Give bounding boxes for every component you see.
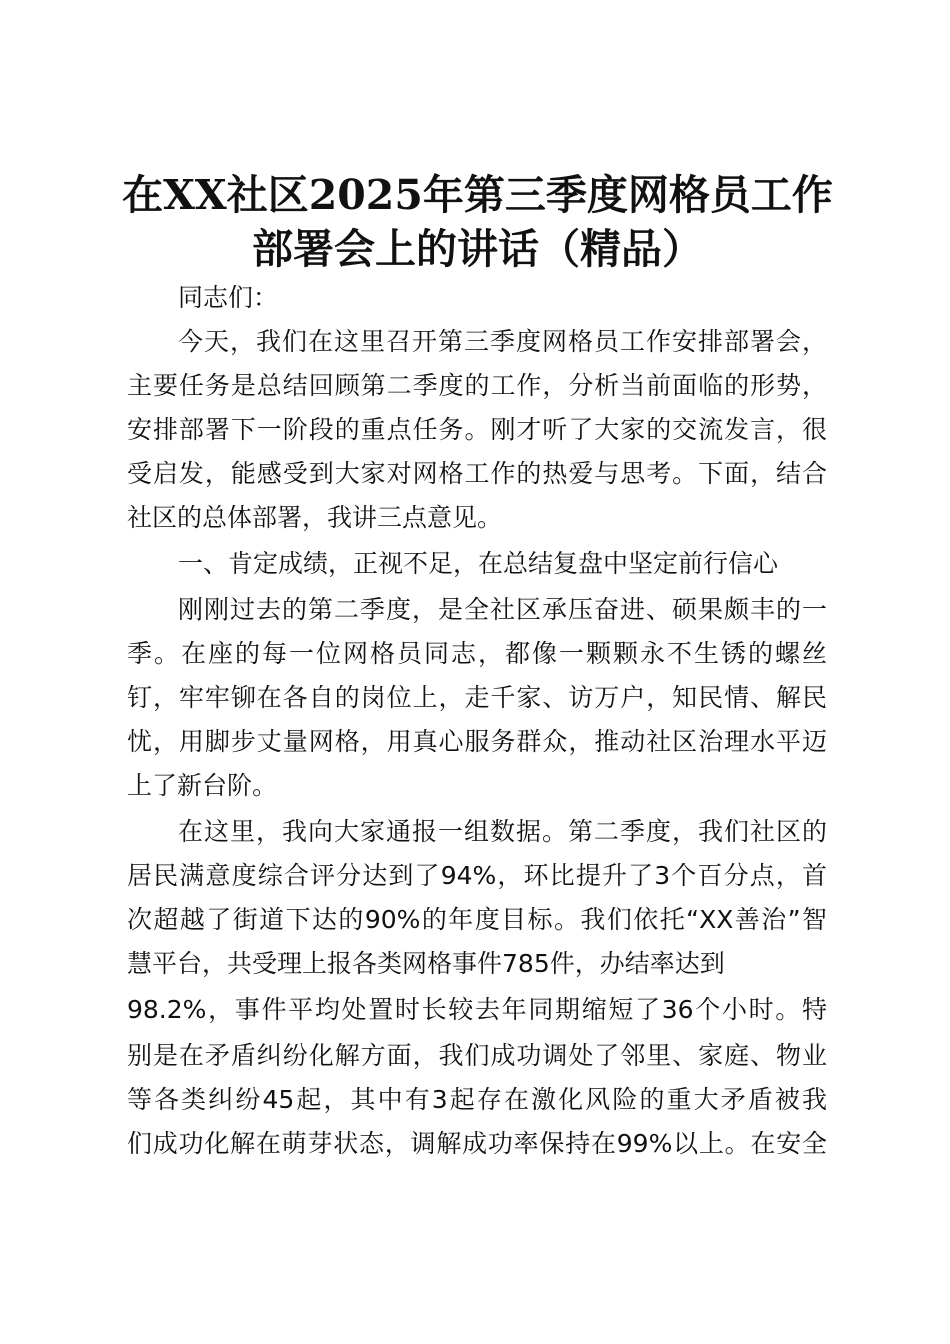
paragraph-3-line-1: 在这里，我向大家通报一组数据。第二季度，我们社区的 (178, 817, 827, 846)
paragraph-1-line-2: 主要任务是总结回顾第二季度的工作，分析当前面临的形势， (127, 371, 827, 400)
paragraph-1-line-3: 安排部署下一阶段的重点任务。刚才听了大家的交流发言，很 (127, 415, 827, 444)
paragraph-2-line-2: 季。在座的每一位网格员同志，都像一颗颗永不生锈的螺丝 (127, 639, 827, 668)
paragraph-2-line-3: 钉，牢牢铆在各自的岗位上，走千家、访万户，知民情、解民 (127, 683, 827, 712)
paragraph-3-line-7: 等各类纠纷45起，其中有3起存在激化风险的重大矛盾被我 (127, 1085, 827, 1114)
paragraph-3-line-2: 居民满意度综合评分达到了94%，环比提升了3个百分点，首 (127, 861, 827, 890)
paragraph-3-line-3: 次超越了街道下达的90%的年度目标。我们依托“XX善治”智 (127, 905, 827, 934)
paragraph-1-line-1: 今天，我们在这里召开第三季度网格员工作安排部署会， (178, 327, 827, 356)
paragraph-3-line-6: 别是在矛盾纠纷化解方面，我们成功调处了邻里、家庭、物业 (127, 1041, 827, 1070)
salutation: 同志们： (178, 283, 279, 312)
section-1-heading: 一、肯定成绩，正视不足，在总结复盘中坚定前行信心 (178, 549, 779, 578)
paragraph-2-line-5: 上了新台阶。 (127, 771, 278, 800)
paragraph-3-line-8: 们成功化解在萌芽状态，调解成功率保持在99%以上。在安全 (127, 1129, 827, 1158)
paragraph-2-line-1: 刚刚过去的第二季度，是全社区承压奋进、硕果颇丰的一 (178, 595, 827, 624)
document-title-line-2: 部署会上的讲话（精品） (252, 225, 703, 273)
document-title-line-1: 在XX社区2025年第三季度网格员工作 (122, 171, 833, 219)
paragraph-1-line-4: 受启发，能感受到大家对网格工作的热爱与思考。下面，结合 (127, 459, 827, 488)
paragraph-3-line-4: 慧平台，共受理上报各类网格事件785件，办结率达到 (127, 949, 725, 978)
paragraph-1-line-5: 社区的总体部署，我讲三点意见。 (127, 503, 503, 532)
paragraph-2-line-4: 忧，用脚步丈量网格，用真心服务群众，推动社区治理水平迈 (127, 727, 827, 756)
paragraph-3-line-5: 98.2%，事件平均处置时长较去年同期缩短了36个小时。特 (127, 995, 827, 1024)
